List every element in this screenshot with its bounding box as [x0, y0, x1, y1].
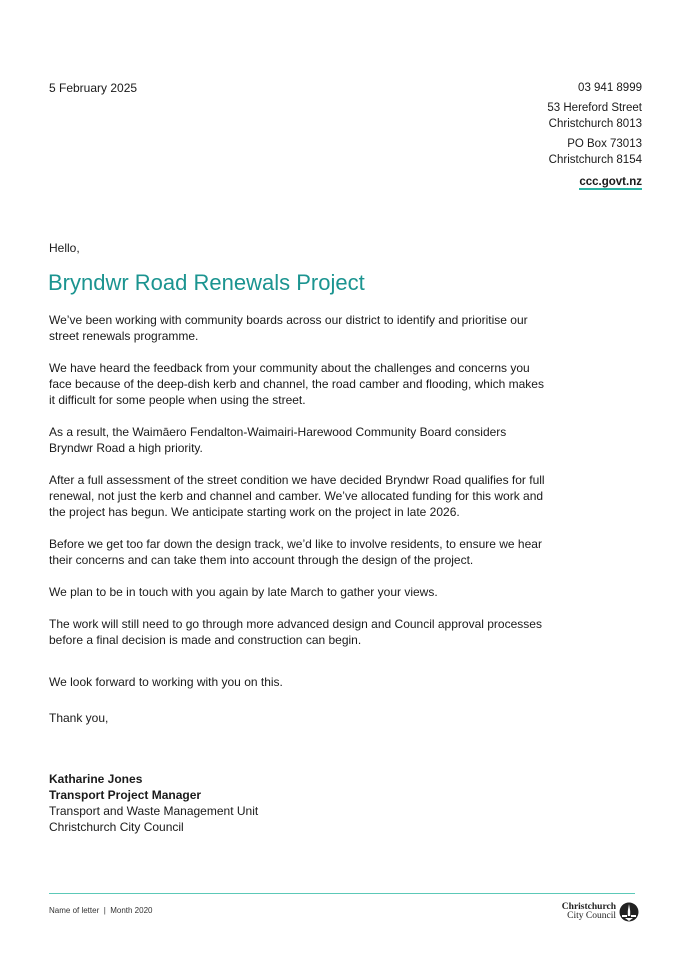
paragraph: We plan to be in touch with you again by late March to gather your views. [49, 585, 438, 599]
website-link[interactable]: ccc.govt.nz [579, 176, 642, 188]
contact-po-line2: Christchurch 8154 [548, 154, 642, 166]
logo-line2: City Council [567, 911, 616, 921]
logo-line1: Christchurch [561, 902, 616, 912]
contact-po-line1: PO Box 73013 [567, 138, 642, 150]
council-logo [562, 902, 639, 922]
signature-name: Katharine Jones [49, 772, 143, 786]
paragraph: We have heard the feedback from your community about the challenges and concerns you face because of the deep-dish kerb and channel, the road camber and flooding, which makes it difficult for some people when using the street. [49, 361, 544, 407]
footer-divider [49, 893, 635, 894]
contact-block [547, 80, 642, 190]
letter-title: Bryndwr Road Renewals Project [48, 270, 365, 295]
paragraph: The work will still need to go through more advanced design and Council approval processes before a final decision is made and construction can begin. [49, 617, 542, 647]
signature-block [49, 771, 258, 835]
letter-date: 5 February 2025 [49, 81, 138, 95]
signature-unit: Transport and Waste Management Unit [49, 804, 259, 818]
signature-org: Christchurch City Council [49, 820, 184, 834]
paragraph: We’ve been working with community boards across our district to identify and prioritise our street renewals programme. [49, 313, 528, 343]
greeting: Hello, [49, 241, 80, 255]
paragraph: After a full assessment of the street condition we have decided Bryndwr Road qualifies for full renewal, not just the kerb and channel and camber. We’ve allocated funding for this work and the project has begun. We anticipate starting work on the project in late 2026. [49, 473, 545, 519]
letter-body [49, 312, 549, 706]
paragraph: As a result, the Waimāero Fendalton-Waimairi-Harewood Community Board considers Bryndwr Road a high priority. [49, 425, 507, 455]
contact-street-line1: 53 Hereford Street [547, 102, 642, 114]
paragraph: Before we get too far down the design track, we’d like to involve residents, to ensure we hear their concerns and can take them into account through the design of the project. [49, 537, 542, 567]
signoff: Thank you, [49, 711, 109, 725]
footer-text: Name of letter | Month 2020 [49, 906, 153, 915]
contact-street-line2: Christchurch 8013 [548, 118, 642, 130]
contact-phone: 03 941 8999 [578, 82, 642, 94]
signature-role: Transport Project Manager [49, 788, 202, 802]
cathedral-logo-icon [619, 902, 639, 922]
paragraph: We look forward to working with you on this. [49, 675, 283, 689]
